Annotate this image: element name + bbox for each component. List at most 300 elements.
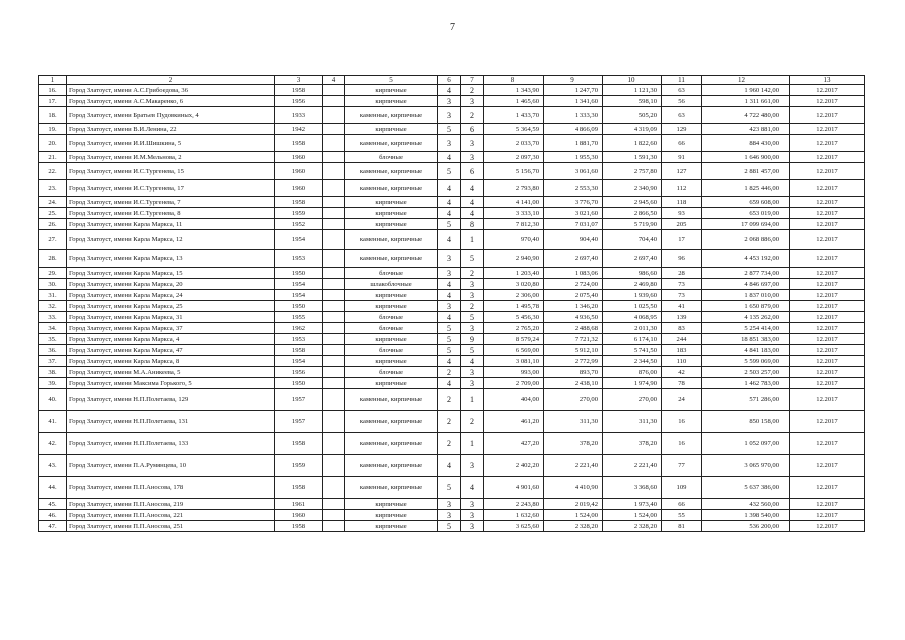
header-cell: 12 <box>702 76 790 85</box>
cell-year-built: 1950 <box>275 301 323 312</box>
cell-floors: 4 <box>438 378 461 389</box>
page-number: 7 <box>450 22 455 33</box>
cell-residential-area: 2 866,50 <box>603 208 662 219</box>
cell-residential-area: 378,20 <box>603 433 662 455</box>
cell-col-4 <box>323 378 345 389</box>
cell-residents: 73 <box>662 290 702 301</box>
cell-deadline: 12.2017 <box>790 219 865 230</box>
cell-year-built: 1959 <box>275 455 323 477</box>
cell-deadline: 12.2017 <box>790 356 865 367</box>
cell-deadline: 12.2017 <box>790 180 865 197</box>
cell-residential-area: 2 469,80 <box>603 279 662 290</box>
cell-residents: 24 <box>662 389 702 411</box>
cell-living-area: 4 410,90 <box>544 477 603 499</box>
cell-wall-material: блочные <box>345 345 438 356</box>
cell-entrances: 2 <box>461 301 484 312</box>
cell-entrances: 3 <box>461 152 484 163</box>
header-cell: 10 <box>603 76 662 85</box>
cell-total-area: 2 243,80 <box>484 499 544 510</box>
cell-address: Город Златоуст, имени П.П.Аносова, 221 <box>67 510 275 521</box>
cell-residential-area: 986,60 <box>603 268 662 279</box>
cell-col-4 <box>323 135 345 152</box>
cell-residents: 83 <box>662 323 702 334</box>
cell-residential-area: 3 368,60 <box>603 477 662 499</box>
cell-col-4 <box>323 180 345 197</box>
cell-deadline: 12.2017 <box>790 477 865 499</box>
cell-residents: 16 <box>662 411 702 433</box>
cell-residents: 55 <box>662 510 702 521</box>
cell-deadline: 12.2017 <box>790 124 865 135</box>
cell-col-4 <box>323 152 345 163</box>
cell-residents: 17 <box>662 230 702 250</box>
cell-year-built: 1957 <box>275 411 323 433</box>
cell-wall-material: кирпичные <box>345 378 438 389</box>
cell-address: Город Златоуст, имени Карла Маркса, 37 <box>67 323 275 334</box>
cell-total-area: 2 402,20 <box>484 455 544 477</box>
cell-address: Город Златоуст, имени И.М.Мельнова, 2 <box>67 152 275 163</box>
cell-row-number: 29. <box>39 268 67 279</box>
cell-address: Город Златоуст, имени П.П.Аносова, 178 <box>67 477 275 499</box>
cell-total-area: 3 020,80 <box>484 279 544 290</box>
cell-deadline: 12.2017 <box>790 367 865 378</box>
cell-repair-cost: 5 254 414,00 <box>702 323 790 334</box>
cell-living-area: 3 776,70 <box>544 197 603 208</box>
cell-deadline: 12.2017 <box>790 96 865 107</box>
cell-total-area: 8 579,24 <box>484 334 544 345</box>
cell-deadline: 12.2017 <box>790 389 865 411</box>
cell-year-built: 1956 <box>275 96 323 107</box>
cell-wall-material: кирпичные <box>345 334 438 345</box>
cell-residents: 93 <box>662 208 702 219</box>
cell-wall-material: каменные, кирпичные <box>345 433 438 455</box>
table-row <box>39 135 865 152</box>
cell-year-built: 1958 <box>275 521 323 532</box>
cell-living-area: 2 438,10 <box>544 378 603 389</box>
table-row <box>39 312 865 323</box>
cell-year-built: 1958 <box>275 345 323 356</box>
cell-row-number: 36. <box>39 345 67 356</box>
cell-living-area: 2 328,20 <box>544 521 603 532</box>
cell-address: Город Златоуст, имени Карла Маркса, 25 <box>67 301 275 312</box>
cell-total-area: 427,20 <box>484 433 544 455</box>
cell-wall-material: блочные <box>345 367 438 378</box>
cell-residents: 78 <box>662 378 702 389</box>
cell-deadline: 12.2017 <box>790 455 865 477</box>
cell-entrances: 4 <box>461 180 484 197</box>
cell-wall-material: кирпичные <box>345 208 438 219</box>
cell-col-4 <box>323 250 345 268</box>
table-row <box>39 345 865 356</box>
cell-total-area: 5 456,30 <box>484 312 544 323</box>
cell-total-area: 461,20 <box>484 411 544 433</box>
table-row <box>39 301 865 312</box>
cell-row-number: 16. <box>39 85 67 96</box>
cell-entrances: 1 <box>461 389 484 411</box>
cell-wall-material: кирпичные <box>345 356 438 367</box>
table-row <box>39 367 865 378</box>
table-row <box>39 510 865 521</box>
cell-floors: 3 <box>438 510 461 521</box>
cell-total-area: 2 306,00 <box>484 290 544 301</box>
cell-floors: 3 <box>438 499 461 510</box>
cell-row-number: 43. <box>39 455 67 477</box>
cell-residential-area: 2 011,30 <box>603 323 662 334</box>
table-row <box>39 219 865 230</box>
cell-residents: 42 <box>662 367 702 378</box>
cell-entrances: 8 <box>461 219 484 230</box>
table-header-row <box>39 76 865 85</box>
table-row <box>39 323 865 334</box>
cell-floors: 4 <box>438 455 461 477</box>
cell-col-4 <box>323 499 345 510</box>
cell-residential-area: 2 344,50 <box>603 356 662 367</box>
cell-living-area: 3 021,60 <box>544 208 603 219</box>
cell-row-number: 38. <box>39 367 67 378</box>
cell-total-area: 2 765,20 <box>484 323 544 334</box>
table-row <box>39 334 865 345</box>
cell-row-number: 33. <box>39 312 67 323</box>
cell-col-4 <box>323 197 345 208</box>
cell-floors: 2 <box>438 411 461 433</box>
cell-deadline: 12.2017 <box>790 279 865 290</box>
table-body <box>39 76 865 532</box>
cell-repair-cost: 2 877 734,00 <box>702 268 790 279</box>
cell-floors: 5 <box>438 124 461 135</box>
cell-total-area: 970,40 <box>484 230 544 250</box>
cell-living-area: 4 866,09 <box>544 124 603 135</box>
cell-address: Город Златоуст, имени И.С.Тургенева, 7 <box>67 197 275 208</box>
cell-living-area: 1 333,30 <box>544 107 603 124</box>
cell-living-area: 904,40 <box>544 230 603 250</box>
cell-col-4 <box>323 389 345 411</box>
cell-floors: 4 <box>438 85 461 96</box>
cell-living-area: 2 075,40 <box>544 290 603 301</box>
cell-living-area: 5 912,10 <box>544 345 603 356</box>
cell-repair-cost: 1 960 142,00 <box>702 85 790 96</box>
header-cell: 9 <box>544 76 603 85</box>
cell-entrances: 3 <box>461 521 484 532</box>
cell-entrances: 3 <box>461 323 484 334</box>
table-row <box>39 250 865 268</box>
cell-repair-cost: 432 560,00 <box>702 499 790 510</box>
cell-residents: 110 <box>662 356 702 367</box>
cell-residential-area: 311,30 <box>603 411 662 433</box>
cell-floors: 4 <box>438 356 461 367</box>
cell-repair-cost: 5 637 386,00 <box>702 477 790 499</box>
cell-residential-area: 1 939,60 <box>603 290 662 301</box>
cell-year-built: 1954 <box>275 290 323 301</box>
cell-col-4 <box>323 356 345 367</box>
cell-residents: 205 <box>662 219 702 230</box>
cell-residents: 81 <box>662 521 702 532</box>
cell-total-area: 3 333,10 <box>484 208 544 219</box>
cell-residential-area: 1 524,00 <box>603 510 662 521</box>
cell-residents: 91 <box>662 152 702 163</box>
header-cell: 4 <box>323 76 345 85</box>
cell-residential-area: 1 025,50 <box>603 301 662 312</box>
cell-address: Город Златоуст, имени М.А.Аникеева, 5 <box>67 367 275 378</box>
cell-floors: 5 <box>438 219 461 230</box>
cell-row-number: 40. <box>39 389 67 411</box>
cell-floors: 5 <box>438 477 461 499</box>
cell-address: Город Златоуст, имени Карла Маркса, 15 <box>67 268 275 279</box>
cell-repair-cost: 571 286,00 <box>702 389 790 411</box>
cell-row-number: 22. <box>39 163 67 180</box>
cell-floors: 3 <box>438 107 461 124</box>
cell-wall-material: каменные, кирпичные <box>345 107 438 124</box>
cell-year-built: 1952 <box>275 219 323 230</box>
table-row <box>39 124 865 135</box>
cell-total-area: 5 156,70 <box>484 163 544 180</box>
cell-year-built: 1960 <box>275 152 323 163</box>
cell-living-area: 7 721,32 <box>544 334 603 345</box>
cell-year-built: 1954 <box>275 279 323 290</box>
cell-repair-cost: 1 398 540,00 <box>702 510 790 521</box>
cell-entrances: 2 <box>461 268 484 279</box>
cell-residents: 109 <box>662 477 702 499</box>
cell-col-4 <box>323 345 345 356</box>
cell-residential-area: 2 221,40 <box>603 455 662 477</box>
cell-total-area: 1 343,90 <box>484 85 544 96</box>
cell-residents: 28 <box>662 268 702 279</box>
cell-floors: 3 <box>438 135 461 152</box>
cell-residents: 183 <box>662 345 702 356</box>
cell-deadline: 12.2017 <box>790 312 865 323</box>
cell-residential-area: 5 741,50 <box>603 345 662 356</box>
cell-residential-area: 2 340,90 <box>603 180 662 197</box>
cell-col-4 <box>323 85 345 96</box>
cell-col-4 <box>323 290 345 301</box>
cell-col-4 <box>323 510 345 521</box>
table-row <box>39 433 865 455</box>
cell-wall-material: кирпичные <box>345 499 438 510</box>
cell-residents: 16 <box>662 433 702 455</box>
cell-row-number: 20. <box>39 135 67 152</box>
cell-total-area: 1 203,40 <box>484 268 544 279</box>
cell-year-built: 1933 <box>275 107 323 124</box>
cell-year-built: 1958 <box>275 477 323 499</box>
cell-col-4 <box>323 268 345 279</box>
cell-row-number: 25. <box>39 208 67 219</box>
cell-total-area: 5 364,59 <box>484 124 544 135</box>
cell-year-built: 1960 <box>275 510 323 521</box>
cell-deadline: 12.2017 <box>790 334 865 345</box>
cell-total-area: 404,00 <box>484 389 544 411</box>
cell-deadline: 12.2017 <box>790 499 865 510</box>
cell-deadline: 12.2017 <box>790 197 865 208</box>
cell-year-built: 1960 <box>275 163 323 180</box>
cell-col-4 <box>323 163 345 180</box>
cell-wall-material: блочные <box>345 312 438 323</box>
cell-living-area: 7 031,07 <box>544 219 603 230</box>
cell-address: Город Златоуст, имени Братьев Пудовкиных, 4 <box>67 107 275 124</box>
cell-col-4 <box>323 477 345 499</box>
cell-floors: 3 <box>438 301 461 312</box>
cell-residents: 127 <box>662 163 702 180</box>
cell-wall-material: кирпичные <box>345 510 438 521</box>
table-row <box>39 163 865 180</box>
cell-year-built: 1958 <box>275 85 323 96</box>
cell-deadline: 12.2017 <box>790 107 865 124</box>
cell-total-area: 3 625,60 <box>484 521 544 532</box>
cell-deadline: 12.2017 <box>790 208 865 219</box>
cell-deadline: 12.2017 <box>790 323 865 334</box>
cell-address: Город Златоуст, имени Карла Маркса, 8 <box>67 356 275 367</box>
cell-entrances: 4 <box>461 197 484 208</box>
cell-year-built: 1961 <box>275 499 323 510</box>
table-row <box>39 180 865 197</box>
cell-row-number: 42. <box>39 433 67 455</box>
cell-col-4 <box>323 521 345 532</box>
cell-entrances: 3 <box>461 499 484 510</box>
cell-residential-area: 876,00 <box>603 367 662 378</box>
cell-row-number: 30. <box>39 279 67 290</box>
cell-residents: 56 <box>662 96 702 107</box>
cell-wall-material: каменные, кирпичные <box>345 389 438 411</box>
cell-year-built: 1954 <box>275 230 323 250</box>
cell-year-built: 1959 <box>275 208 323 219</box>
cell-entrances: 3 <box>461 290 484 301</box>
cell-row-number: 18. <box>39 107 67 124</box>
cell-residential-area: 6 174,10 <box>603 334 662 345</box>
cell-floors: 3 <box>438 250 461 268</box>
cell-col-4 <box>323 124 345 135</box>
cell-entrances: 4 <box>461 477 484 499</box>
cell-floors: 3 <box>438 268 461 279</box>
cell-repair-cost: 4 722 480,00 <box>702 107 790 124</box>
cell-col-4 <box>323 230 345 250</box>
cell-residents: 41 <box>662 301 702 312</box>
cell-wall-material: каменные, кирпичные <box>345 180 438 197</box>
cell-residential-area: 2 328,20 <box>603 521 662 532</box>
cell-floors: 5 <box>438 521 461 532</box>
cell-living-area: 2 488,68 <box>544 323 603 334</box>
table-row <box>39 96 865 107</box>
cell-wall-material: блочные <box>345 323 438 334</box>
table-row <box>39 208 865 219</box>
cell-col-4 <box>323 334 345 345</box>
cell-floors: 5 <box>438 163 461 180</box>
cell-col-4 <box>323 323 345 334</box>
cell-wall-material: каменные, кирпичные <box>345 411 438 433</box>
cell-residents: 63 <box>662 107 702 124</box>
cell-entrances: 5 <box>461 345 484 356</box>
cell-total-area: 993,00 <box>484 367 544 378</box>
cell-col-4 <box>323 219 345 230</box>
cell-wall-material: кирпичные <box>345 85 438 96</box>
cell-floors: 4 <box>438 180 461 197</box>
cell-deadline: 12.2017 <box>790 510 865 521</box>
cell-address: Город Златоуст, имени И.С.Тургенева, 8 <box>67 208 275 219</box>
cell-address: Город Златоуст, имени П.П.Аносова, 219 <box>67 499 275 510</box>
cell-row-number: 28. <box>39 250 67 268</box>
table-row <box>39 290 865 301</box>
cell-col-4 <box>323 455 345 477</box>
cell-floors: 5 <box>438 334 461 345</box>
cell-deadline: 12.2017 <box>790 290 865 301</box>
cell-row-number: 23. <box>39 180 67 197</box>
cell-entrances: 2 <box>461 411 484 433</box>
cell-repair-cost: 2 881 457,00 <box>702 163 790 180</box>
cell-deadline: 12.2017 <box>790 301 865 312</box>
cell-entrances: 5 <box>461 250 484 268</box>
cell-repair-cost: 1 825 446,00 <box>702 180 790 197</box>
cell-residents: 66 <box>662 135 702 152</box>
header-cell: 5 <box>345 76 438 85</box>
cell-total-area: 2 940,90 <box>484 250 544 268</box>
cell-row-number: 19. <box>39 124 67 135</box>
cell-col-4 <box>323 433 345 455</box>
cell-floors: 4 <box>438 290 461 301</box>
cell-row-number: 45. <box>39 499 67 510</box>
cell-row-number: 46. <box>39 510 67 521</box>
cell-living-area: 2 697,40 <box>544 250 603 268</box>
cell-repair-cost: 3 065 970,00 <box>702 455 790 477</box>
cell-residential-area: 2 697,40 <box>603 250 662 268</box>
cell-address: Город Златоуст, имени В.И.Ленина, 22 <box>67 124 275 135</box>
cell-residential-area: 1 121,30 <box>603 85 662 96</box>
cell-residents: 66 <box>662 499 702 510</box>
cell-floors: 2 <box>438 367 461 378</box>
cell-year-built: 1957 <box>275 389 323 411</box>
cell-year-built: 1942 <box>275 124 323 135</box>
cell-wall-material: кирпичные <box>345 290 438 301</box>
cell-address: Город Златоуст, имени Карла Маркса, 47 <box>67 345 275 356</box>
table-row <box>39 268 865 279</box>
cell-residential-area: 505,20 <box>603 107 662 124</box>
cell-deadline: 12.2017 <box>790 152 865 163</box>
cell-entrances: 2 <box>461 85 484 96</box>
cell-living-area: 1 346,20 <box>544 301 603 312</box>
cell-address: Город Златоуст, имени Карла Маркса, 31 <box>67 312 275 323</box>
cell-living-area: 378,20 <box>544 433 603 455</box>
cell-row-number: 41. <box>39 411 67 433</box>
cell-wall-material: каменные, кирпичные <box>345 163 438 180</box>
cell-entrances: 3 <box>461 378 484 389</box>
cell-residents: 77 <box>662 455 702 477</box>
cell-row-number: 32. <box>39 301 67 312</box>
table-row <box>39 356 865 367</box>
table-row <box>39 152 865 163</box>
cell-row-number: 34. <box>39 323 67 334</box>
cell-entrances: 3 <box>461 510 484 521</box>
cell-year-built: 1956 <box>275 367 323 378</box>
cell-col-4 <box>323 107 345 124</box>
cell-floors: 4 <box>438 312 461 323</box>
cell-year-built: 1953 <box>275 250 323 268</box>
cell-living-area: 2 221,40 <box>544 455 603 477</box>
cell-repair-cost: 1 052 097,00 <box>702 433 790 455</box>
cell-col-4 <box>323 301 345 312</box>
cell-residential-area: 2 945,60 <box>603 197 662 208</box>
cell-total-area: 1 433,70 <box>484 107 544 124</box>
cell-residential-area: 1 973,40 <box>603 499 662 510</box>
cell-repair-cost: 884 430,00 <box>702 135 790 152</box>
cell-col-4 <box>323 208 345 219</box>
cell-entrances: 4 <box>461 208 484 219</box>
cell-col-4 <box>323 96 345 107</box>
cell-year-built: 1958 <box>275 197 323 208</box>
cell-address: Город Златоуст, имени Карла Маркса, 12 <box>67 230 275 250</box>
cell-year-built: 1950 <box>275 268 323 279</box>
cell-entrances: 6 <box>461 124 484 135</box>
cell-total-area: 1 495,78 <box>484 301 544 312</box>
cell-wall-material: каменные, кирпичные <box>345 477 438 499</box>
cell-living-area: 3 061,60 <box>544 163 603 180</box>
cell-entrances: 3 <box>461 135 484 152</box>
cell-col-4 <box>323 367 345 378</box>
cell-residential-area: 4 319,09 <box>603 124 662 135</box>
